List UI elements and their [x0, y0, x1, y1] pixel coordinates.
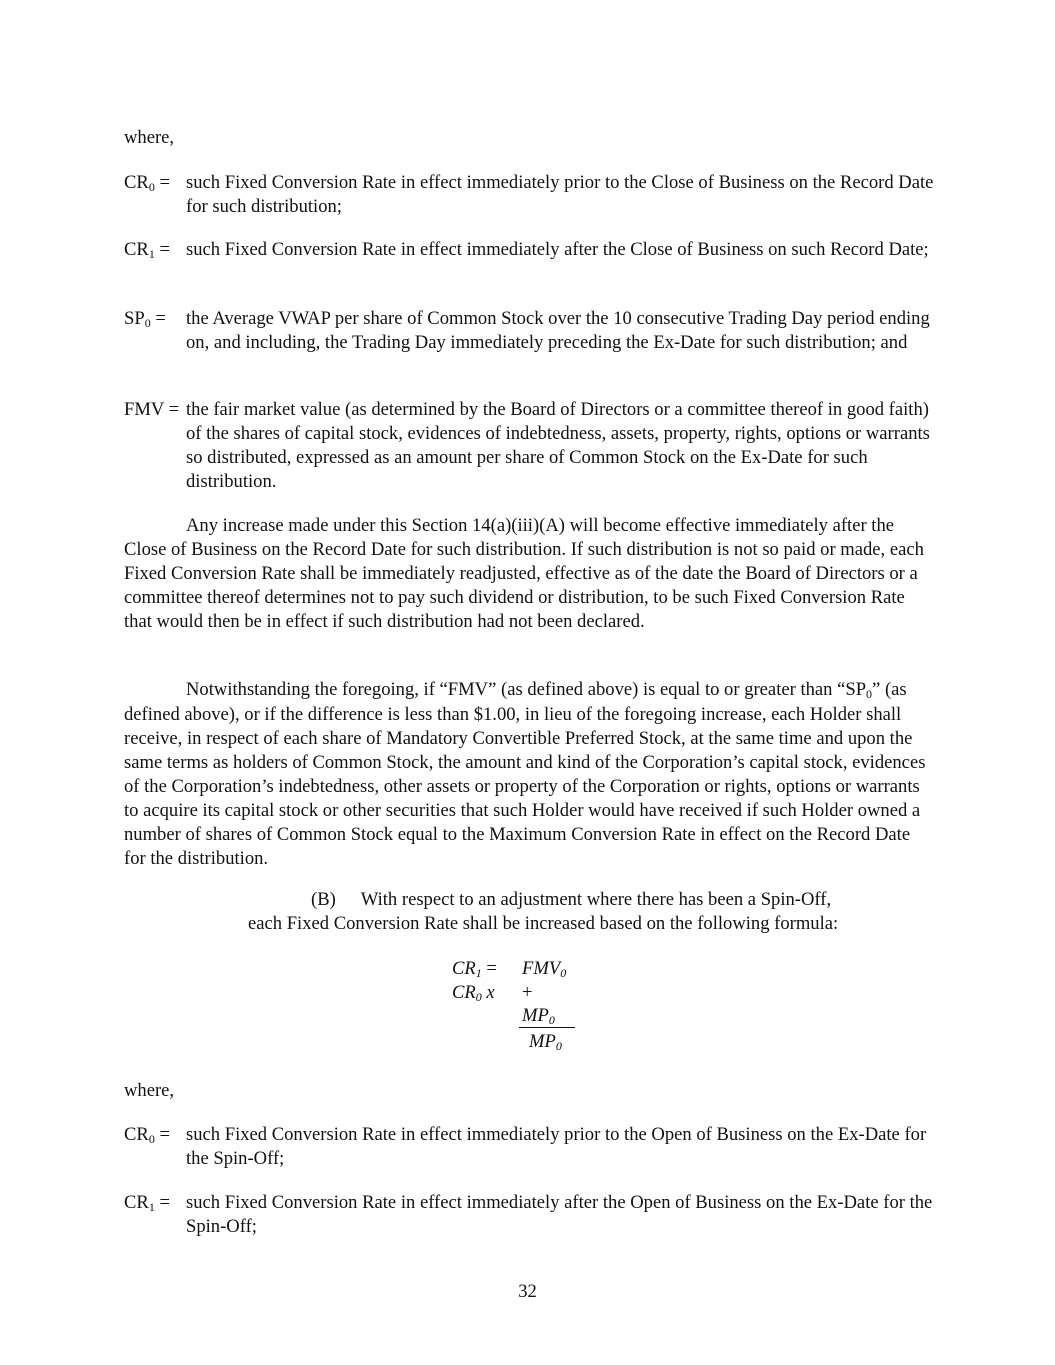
section-b-heading	[311, 888, 831, 912]
definition-text: such Fixed Conversion Rate in effect immediately prior to the Close of Business on the Record Date for such distribution;	[186, 172, 934, 217]
page-number: 32	[518, 1281, 537, 1302]
definition-text: such Fixed Conversion Rate in effect immediately prior to the Open of Business on the Ex-Date for the Spin-Off;	[186, 1124, 927, 1169]
formula-plus: +	[522, 982, 533, 1003]
formula-fraction-line	[519, 1027, 575, 1028]
definition-fmv	[124, 398, 934, 494]
where-label-1: where,	[124, 127, 175, 148]
definition-term: SP0 =	[124, 308, 166, 330]
definition-term: CR1 =	[124, 1192, 170, 1214]
definition-term: CR1 =	[124, 239, 170, 261]
definition-term: CR0 =	[124, 172, 170, 194]
definition-cr1-close	[124, 238, 934, 286]
section-b-label: (B)	[311, 889, 336, 910]
definition-text: the fair market value (as determined by the Board of Directors or a committee thereof in good faith) of the shares of capital stock, evidences of indebtedness, assets, property, rights, options or warrants so distributed, expressed as an amount per share of Common Stock on the Ex-Date for such distribution.	[186, 399, 930, 492]
formula-cr1: CR1 =	[452, 958, 497, 980]
definition-cr0-close	[124, 171, 934, 219]
definition-term: FMV =	[124, 399, 180, 420]
formula-fmv0: FMV0	[522, 958, 567, 980]
definition-sp0	[124, 307, 934, 379]
where-label-2: where,	[124, 1080, 175, 1101]
paragraph-increase-effective: Any increase made under this Section 14(a)(iii)(A) will become effective immediately after the Close of Business on the Record Date for such distribution. If such distribution is not so paid or made, each Fixed Conversion Rate shall be immediately readjusted, effective as of the date the Board of Directors or a committee thereof determines not to pay such dividend or distribution, to be such Fixed Conversion Rate that would then be in effect if such distribution had not been declared.	[124, 515, 924, 632]
definition-text: such Fixed Conversion Rate in effect immediately after the Open of Business on the Ex-Date for the Spin-Off;	[186, 1192, 933, 1237]
paragraph-notwithstanding: Notwithstanding the foregoing, if “FMV” (as defined above) is equal to or greater than “SP0” (as defined above), or if the difference is less than $1.00, in lieu of the foregoing increase, each Holder shall receive, in respect of each share of Mandatory Convertible Preferred Stock, at the same time and upon the same terms as holders of Common Stock, the amount and kind of the Corporation’s capital stock, evidences of the Corporation’s indebtedness, other assets or property of the Corporation or rights, options or warrants to acquire its capital stock or other securities that such Holder would have received if such Holder owned a number of shares of Common Stock equal to the Maximum Conversion Rate in effect on the Record Date for the distribution.	[124, 679, 926, 869]
section-b-text-continued: each Fixed Conversion Rate shall be increased based on the following formula:	[248, 913, 839, 934]
definition-term: CR0 =	[124, 1124, 170, 1146]
formula-mp0-denominator: MP0	[529, 1031, 562, 1053]
definition-text: such Fixed Conversion Rate in effect immediately after the Close of Business on such Record Date;	[186, 239, 929, 260]
section-b-text: With respect to an adjustment where there has been a Spin-Off,	[360, 889, 832, 910]
definition-cr0-open	[124, 1123, 934, 1171]
formula-cr0: CR0 x	[452, 982, 495, 1004]
definition-text: the Average VWAP per share of Common Stock over the 10 consecutive Trading Day period ending on, and including, the Trading Day immediately preceding the Ex-Date for such distribution; and	[186, 308, 930, 353]
formula-mp0-numerator: MP0	[522, 1005, 555, 1027]
definition-cr1-open	[124, 1191, 934, 1239]
